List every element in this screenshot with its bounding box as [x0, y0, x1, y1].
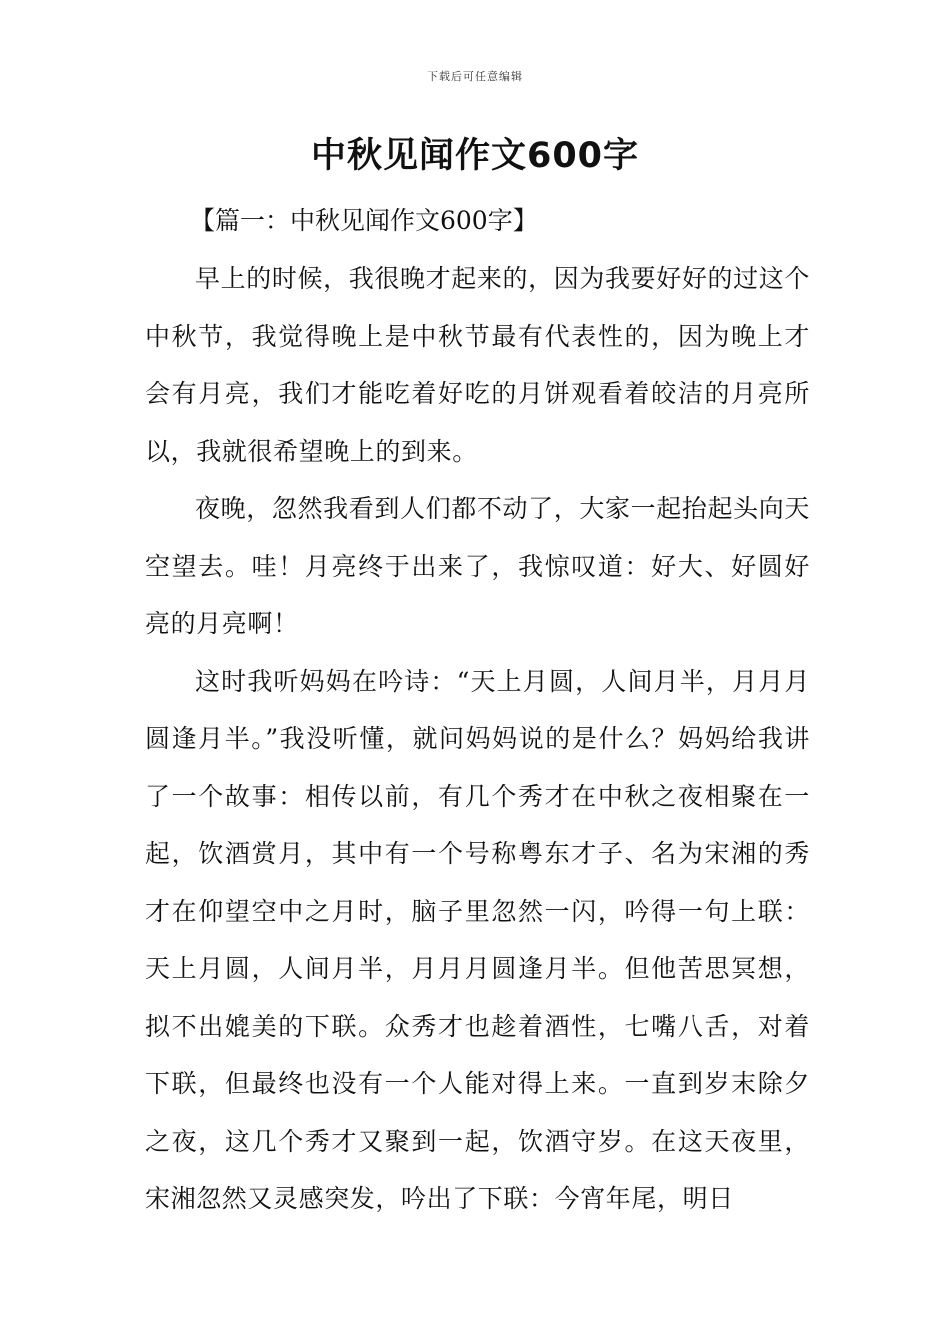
paragraph-story: 这时我听妈妈在吟诗：“天上月圆，人间月半，月月月圆逢月半。”我没听懂，就问妈妈说的是什么？妈妈给我讲了一个故事：相传以前，有几个秀才在中秋之夜相聚在一起，饮酒赏月，其中有一个号称粤东才子、名为宋湘的秀才在仰望空中之月时，脑子里忽然一闪，吟得一句上联：天上月圆，人间月半，月月月圆逢月半。但他苦思冥想，拟不出媲美的下联。众秀才也趁着酒性，七嘴八舌，对着下联，但最终也没有一个人能对得上来。一直到岁末除夕之夜，这几个秀才又聚到一起，饮酒守岁。在这天夜里，宋湘忽然又灵感突发，吟出了下联：今宵年尾，明日 — [145, 666, 810, 1213]
header-note: 下载后可任意编辑 — [427, 70, 523, 83]
document-body — [145, 192, 810, 1228]
section-heading: 【篇一：中秋见闻作文600字】 — [190, 206, 538, 235]
paragraph-night: 夜晚，忽然我看到人们都不动了，大家一起抬起头向天空望去。哇！月亮终于出来了，我惊叹道：好大、好圆好亮的月亮啊！ — [145, 494, 810, 638]
paragraph-morning: 早上的时候，我很晚才起来的，因为我要好好的过这个中秋节，我觉得晚上是中秋节最有代表性的，因为晚上才会有月亮，我们才能吃着好吃的月饼观看着皎洁的月亮所以，我就很希望晚上的到来。 — [145, 264, 810, 466]
document-title: 中秋见闻作文600字 — [310, 136, 640, 176]
